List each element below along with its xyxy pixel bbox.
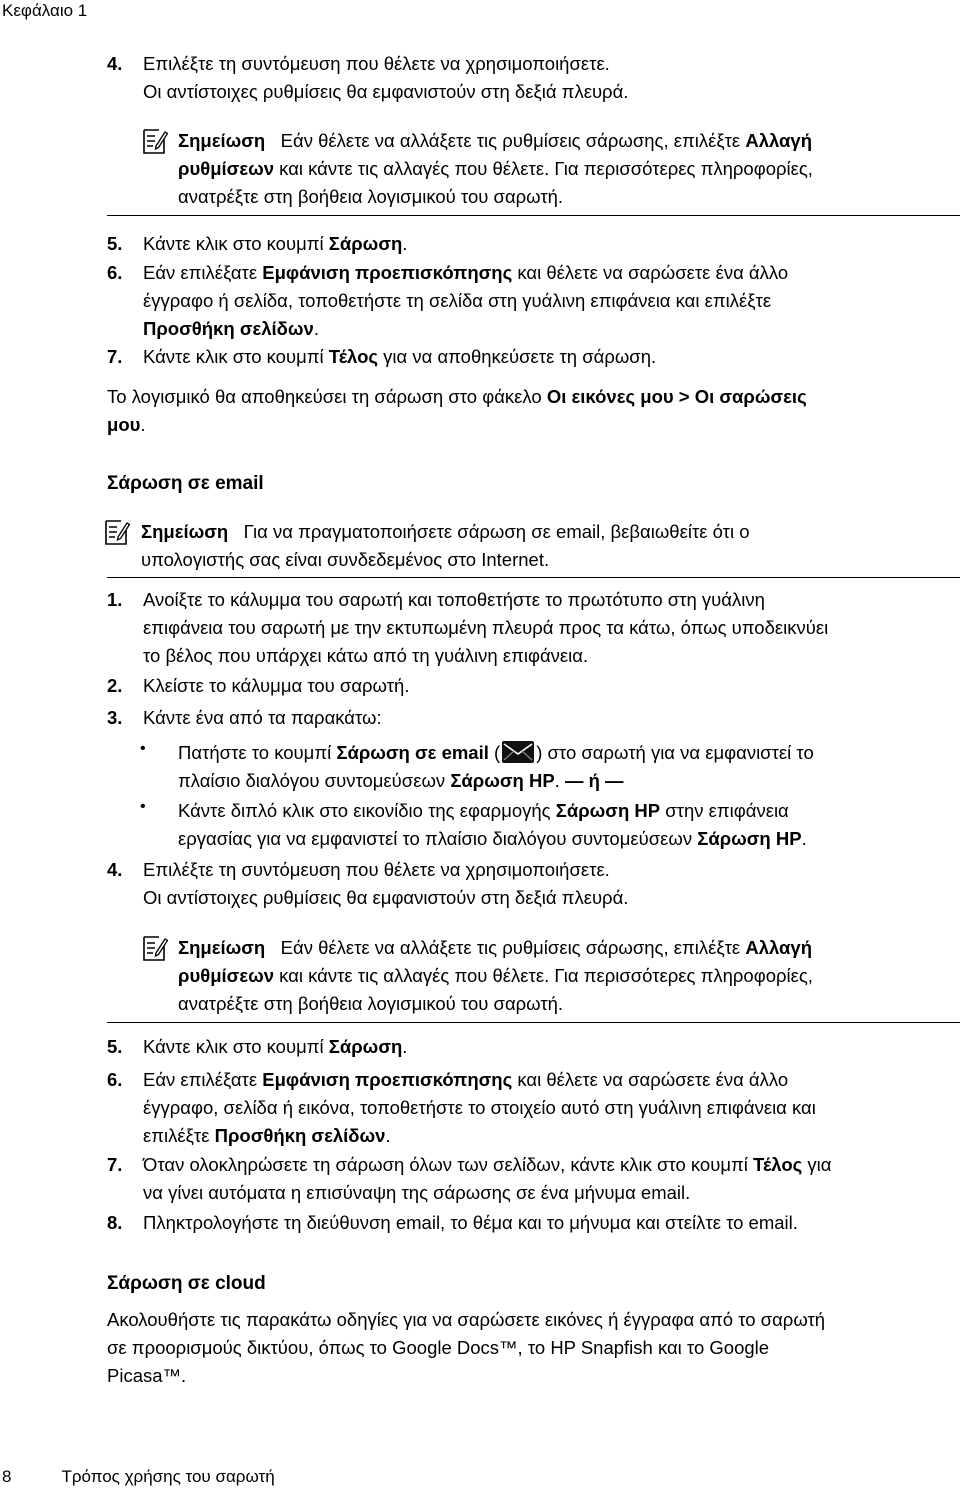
text: (: [494, 742, 501, 763]
text: .: [313, 318, 319, 339]
note-block: [178, 934, 952, 1018]
text: για να αποθηκεύσετε τη σάρωση.: [383, 346, 657, 367]
step-7-text: [143, 343, 950, 371]
ui-term: Σάρωση: [328, 1036, 403, 1057]
cloud-paragraph: [107, 1306, 952, 1390]
note-text: ανατρέξτε στη βοήθεια λογισμικού του σαρωτή.: [178, 186, 564, 207]
text: για: [807, 1154, 832, 1175]
note-bold: Αλλαγή: [745, 130, 813, 151]
text: να γίνει αυτόματα η επισύναψη της σάρωσης σε ένα μήνυμα email.: [143, 1182, 691, 1203]
text: επιφάνεια του σαρωτή με την εκτυπωμένη πλευρά προς τα κάτω, όπως υποδεικνύει: [143, 617, 829, 638]
ui-term: Σάρωση HP: [697, 828, 802, 849]
text: σε προορισμούς δικτύου, όπως το Google Docs™, το HP Snapfish και το Google: [107, 1337, 770, 1358]
note-text: και κάντε τις αλλαγές που θέλετε. Για περισσότερες πληροφορίες,: [279, 965, 813, 986]
text: .: [554, 770, 560, 791]
text: και θέλετε να σαρώσετε ένα άλλο: [517, 1069, 789, 1090]
ui-term: Σάρωση HP: [450, 770, 555, 791]
folder-path: Οι εικόνες μου > Οι σαρώσεις: [546, 386, 807, 407]
text: Κάντε κλικ στο κουμπί: [143, 346, 324, 367]
step-6-text: [143, 259, 950, 343]
bullet-marker: •: [140, 740, 146, 757]
bullet-1-text: [178, 739, 952, 795]
ui-term: Εμφάνιση προεπισκόπησης: [262, 1069, 513, 1090]
text: .: [140, 414, 146, 435]
note-bold: Αλλαγή: [745, 937, 813, 958]
page-number: 8: [2, 1467, 12, 1486]
text: πλαίσιο διαλόγου συντομεύσεων: [178, 770, 446, 791]
note-text: Για να πραγματοποιήσετε σάρωση σε email, βεβαιωθείτε ότι ο: [243, 521, 750, 542]
note-label: Σημείωση: [178, 937, 266, 958]
email-step-3-text: Κάντε ένα από τα παρακάτω:: [143, 707, 382, 728]
note-text: υπολογιστής σας είναι συνδεδεμένος στο Internet.: [141, 549, 550, 570]
text: .: [801, 828, 807, 849]
step-number: 6.: [107, 1069, 123, 1090]
text: Εάν επιλέξατε: [143, 1069, 258, 1090]
text: εργασίας για να εμφανιστεί το πλαίσιο διαλόγου συντομεύσεων: [178, 828, 693, 849]
text: Επιλέξτε τη συντόμευση που θέλετε να χρησιμοποιήσετε.: [143, 859, 610, 880]
text: έγγραφο, σελίδα ή εικόνα, τοποθετήστε το στοιχείο αυτό στη γυάλινη επιφάνεια και: [143, 1097, 816, 1118]
ui-term: Τέλος: [753, 1154, 803, 1175]
text: Κάντε διπλό κλικ στο εικονίδιο της εφαρμογής: [178, 800, 551, 821]
text: .: [385, 1125, 391, 1146]
note-bold: ρυθμίσεων: [178, 965, 275, 986]
step-number: 5.: [107, 233, 123, 254]
note-block: [178, 127, 952, 211]
text: Ανοίξτε το κάλυμμα του σαρωτή και τοποθετήστε το πρωτότυπο στη γυάλινη: [143, 589, 765, 610]
text: Εάν επιλέξατε: [143, 262, 258, 283]
note-divider: [107, 577, 960, 578]
text: Πατήστε το κουμπί: [178, 742, 332, 763]
section-heading-email: Σάρωση σε email: [107, 473, 264, 494]
bullet-marker: •: [140, 798, 146, 815]
text: .: [402, 1036, 408, 1057]
text: στο σαρωτή για να εμφανιστεί το: [547, 742, 814, 763]
note-pencil-icon: [142, 127, 168, 155]
or-separator: — ή —: [564, 770, 624, 791]
ui-term: Προσθήκη σελίδων: [214, 1125, 386, 1146]
text: το βέλος που υπάρχει κάτω από τη γυάλινη επιφάνεια.: [143, 645, 589, 666]
email-step-8-text: Πληκτρολογήστε τη διεύθυνση email, το θέμα και το μήνυμα και στείλτε το email.: [143, 1212, 798, 1233]
email-step-5-text: [143, 1033, 950, 1061]
note-pencil-icon: [104, 518, 130, 546]
text: Όταν ολοκληρώσετε τη σάρωση όλων των σελίδων, κάντε κλικ στο κουμπί: [143, 1154, 748, 1175]
ui-term: Σάρωση σε email: [336, 742, 489, 763]
save-location-paragraph: [107, 383, 952, 439]
note-divider: [107, 1022, 960, 1023]
note-text: Εάν θέλετε να αλλάξετε τις ρυθμίσεις σάρωσης, επιλέξτε: [280, 130, 741, 151]
note-text: Εάν θέλετε να αλλάξετε τις ρυθμίσεις σάρωσης, επιλέξτε: [280, 937, 741, 958]
section-heading-cloud: Σάρωση σε cloud: [107, 1273, 266, 1294]
note-pencil-icon: [142, 934, 168, 962]
step-number: 2.: [107, 675, 123, 696]
step-number: 4.: [107, 859, 123, 880]
chapter-header: Κεφάλαιο 1: [2, 1, 88, 20]
note-text: ανατρέξτε στη βοήθεια λογισμικού του σαρωτή.: [178, 993, 564, 1014]
step-number: 4.: [107, 53, 123, 74]
step-number: 3.: [107, 707, 123, 728]
ui-term: Προσθήκη σελίδων: [143, 318, 314, 339]
text: ): [536, 742, 543, 763]
step-number: 7.: [107, 346, 123, 367]
step-number: 7.: [107, 1154, 123, 1175]
ui-term: Εμφάνιση προεπισκόπησης: [262, 262, 513, 283]
text: Ακολουθήστε τις παρακάτω οδηγίες για να σαρώσετε εικόνες ή έγγραφα από το σαρωτή: [107, 1309, 826, 1330]
step-4-line-1: Επιλέξτε τη συντόμευση που θέλετε να χρησιμοποιήσετε.: [143, 53, 610, 74]
envelope-icon: [502, 741, 534, 763]
note-divider: [107, 215, 960, 216]
text: στην επιφάνεια: [665, 800, 789, 821]
bullet-2-text: [178, 797, 952, 853]
folder-path: μου: [107, 414, 141, 435]
step-number: 6.: [107, 262, 123, 283]
footer-title: Τρόπος χρήσης του σαρωτή: [61, 1467, 275, 1486]
note-label: Σημείωση: [141, 521, 229, 542]
email-step-4-text: [143, 856, 950, 912]
text: .: [402, 233, 408, 254]
text: και θέλετε να σαρώσετε ένα άλλο: [517, 262, 789, 283]
text: επιλέξτε: [143, 1125, 210, 1146]
note-label: Σημείωση: [178, 130, 266, 151]
email-step-6-text: [143, 1066, 950, 1150]
note-block: [141, 518, 952, 574]
step-number: 8.: [107, 1212, 123, 1233]
step-5-text: [143, 230, 950, 258]
text: Κάντε κλικ στο κουμπί: [143, 233, 324, 254]
step-4-line-2: Οι αντίστοιχες ρυθμίσεις θα εμφανιστούν στη δεξιά πλευρά.: [143, 81, 629, 102]
step-4-text: [143, 50, 950, 106]
email-step-7-text: [143, 1151, 950, 1207]
page-footer: [2, 1466, 275, 1488]
ui-term: Σάρωση: [328, 233, 403, 254]
text: Κάντε κλικ στο κουμπί: [143, 1036, 324, 1057]
text: Picasa™.: [107, 1365, 187, 1386]
step-number: 5.: [107, 1036, 123, 1057]
ui-term: Τέλος: [328, 346, 379, 367]
step-number: 1.: [107, 589, 123, 610]
text: Το λογισμικό θα αποθηκεύσει τη σάρωση στο φάκελο: [107, 386, 542, 407]
email-step-1-text: [143, 586, 950, 670]
email-step-2-text: Κλείστε το κάλυμμα του σαρωτή.: [143, 675, 410, 696]
text: έγγραφο ή σελίδα, τοποθετήστε τη σελίδα στη γυάλινη επιφάνεια και επιλέξτε: [143, 290, 772, 311]
note-text: και κάντε τις αλλαγές που θέλετε. Για περισσότερες πληροφορίες,: [279, 158, 813, 179]
text: Οι αντίστοιχες ρυθμίσεις θα εμφανιστούν στη δεξιά πλευρά.: [143, 887, 629, 908]
note-bold: ρυθμίσεων: [178, 158, 275, 179]
ui-term: Σάρωση HP: [555, 800, 661, 821]
